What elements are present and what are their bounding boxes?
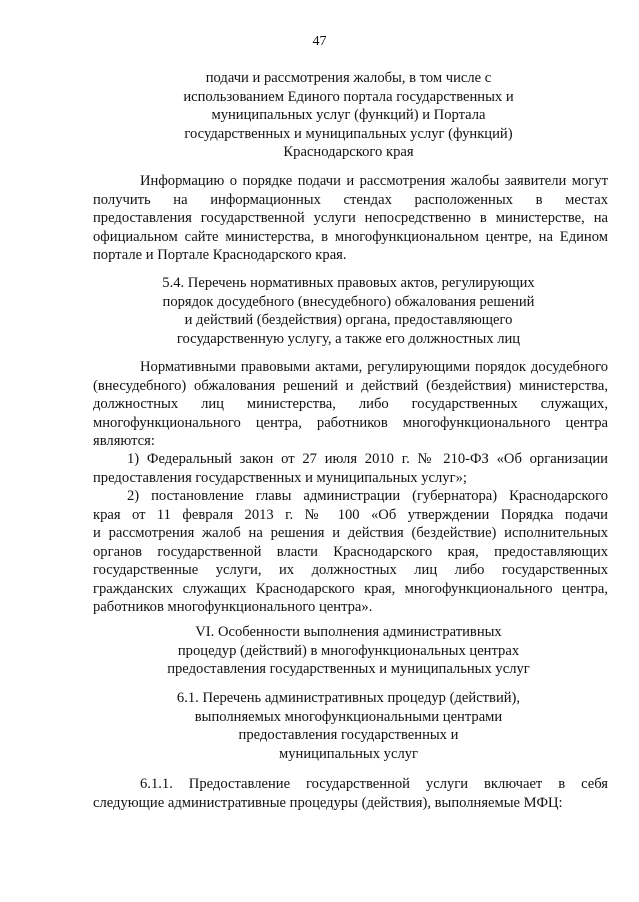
- paragraph-complaint-info: [93, 172, 608, 265]
- heading-line: Краснодарского края: [283, 144, 414, 160]
- heading-line: государственных и муниципальных услуг (функций): [184, 125, 513, 142]
- heading-line: процедур (действий) в многофункциональных центрах: [177, 642, 520, 659]
- page-number: 47: [312, 34, 327, 49]
- heading-line: 6.1. Перечень административных процедур (действий),: [176, 690, 521, 706]
- heading-line: подачи и рассмотрения жалобы, в том числе с: [205, 70, 492, 86]
- text-line: органов государственной власти Краснодарского края, предоставляющих: [93, 543, 608, 560]
- text-line: государственные услуги, их должностных лиц либо государственных: [93, 562, 608, 578]
- text-line: многофункционального центра, работников многофункционального центра: [93, 414, 608, 431]
- section-heading-5-4: [80, 274, 617, 348]
- heading-line: VI. Особенности выполнения административных: [195, 624, 502, 640]
- section-heading-vi: [80, 623, 617, 679]
- text-line: должностных лиц министерства, либо государственных служащих,: [93, 396, 608, 412]
- section-heading-complaint-info: [80, 69, 617, 162]
- text-line: Информацию о порядке подачи и рассмотрения жалобы заявители могут: [140, 173, 608, 189]
- heading-line: предоставления государственных и: [238, 727, 459, 743]
- heading-line: порядок досудебного (внесудебного) обжалования решений: [162, 293, 535, 310]
- text-line: и рассмотрения жалоб на решения и действия (бездействие) исполнительных: [93, 525, 608, 541]
- heading-line: муниципальных услуг (функций) и Портала: [211, 107, 486, 123]
- heading-line: использованием Единого портала государственных и: [183, 88, 514, 105]
- text-line: портале и Портале Краснодарского края.: [93, 247, 347, 263]
- text-line: Нормативными правовыми актами, регулирующими порядок досудебного: [140, 359, 608, 375]
- text-line: 2) постановление главы администрации (губернатора) Краснодарского: [127, 488, 608, 504]
- heading-line: и действий (бездействия) органа, предоставляющего: [184, 312, 513, 328]
- list-item-2: [93, 487, 608, 617]
- paragraph-normative-acts: [93, 358, 608, 451]
- heading-line: муниципальных услуг: [278, 745, 419, 762]
- text-line: предоставления государственных и муниципальных услуг»;: [93, 469, 467, 486]
- text-line: 6.1.1. Предоставление государственной услуги включает в себя: [140, 776, 608, 792]
- list-item-1: [93, 450, 608, 487]
- text-line: следующие административные процедуры (действия), выполняемые МФЦ:: [93, 794, 563, 811]
- text-line: гражданских служащих Краснодарского края, многофункционального центра,: [93, 580, 608, 597]
- heading-line: государственную услугу, а также его должностных лиц: [176, 330, 521, 347]
- text-line: официальном сайте министерства, в многофункциональном центре, на Едином: [93, 228, 608, 245]
- paragraph-6-1-1: [93, 775, 608, 812]
- text-line: получить на информационных стендах расположенных в местах: [93, 191, 608, 208]
- heading-line: предоставления государственных и муниципальных услуг: [167, 661, 530, 677]
- text-line: (внесудебного) обжалования решений и действий (бездействия) министерства,: [93, 377, 608, 394]
- heading-line: выполняемых многофункциональными центрами: [194, 708, 503, 725]
- text-line: края от 11 февраля 2013 г. № 100 «Об утверждении Порядка подачи: [93, 506, 608, 523]
- heading-line: 5.4. Перечень нормативных правовых актов, регулирующих: [162, 275, 535, 291]
- text-line: 1) Федеральный закон от 27 июля 2010 г. № 210-ФЗ «Об организации: [127, 451, 608, 467]
- text-line: предоставления государственной услуги непосредственно в министерстве, на: [93, 210, 608, 226]
- text-line: являются:: [93, 433, 155, 449]
- section-heading-6-1: [80, 689, 617, 763]
- text-line: работников многофункционального центра».: [93, 599, 373, 615]
